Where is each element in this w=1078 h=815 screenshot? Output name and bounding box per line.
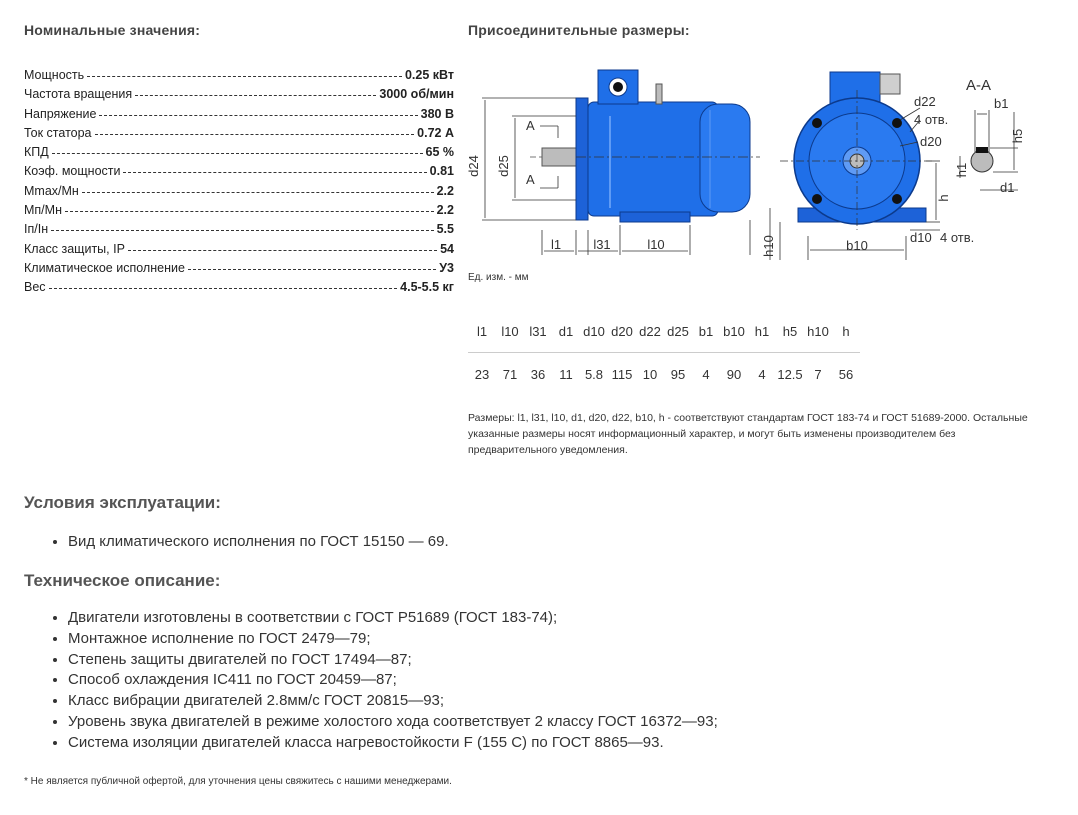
spec-label: Коэф. мощности: [24, 164, 121, 179]
footnote: * Не является публичной офертой, для уточнения цены свяжитесь с нашими менеджерами.: [24, 776, 452, 787]
table-cell: 90: [726, 366, 742, 382]
table-header-cell: h1: [748, 310, 776, 353]
spec-row: [24, 164, 454, 183]
motor-front-view: [780, 72, 935, 230]
label-h5: h5: [1010, 128, 1025, 144]
table-cell: 12.5: [777, 366, 803, 382]
table-cell: 5.8: [584, 366, 604, 382]
spec-label: Mп/Mн: [24, 203, 62, 218]
label-l31: l31: [593, 237, 611, 252]
label-b1: b1: [994, 96, 1009, 111]
leader-dots: [99, 115, 417, 116]
table-cell: 71: [502, 366, 518, 382]
operation-title: Условия эксплуатации:: [24, 493, 221, 512]
tech-title: Техническое описание:: [24, 571, 221, 590]
table-cell: 10: [642, 366, 658, 382]
nominal-values-title: Номинальные значения:: [24, 22, 201, 38]
spec-label: Климатическое исполнение: [24, 260, 185, 275]
list-item: • Степень защиты двигателей по ГОСТ 17494—87;: [68, 650, 718, 671]
section-mark-bottom: A: [526, 172, 535, 187]
table-header-cell: d1: [552, 310, 580, 353]
spec-row: [24, 222, 454, 241]
spec-label: Мощность: [24, 68, 85, 82]
label-holes-top: 4 отв.: [914, 112, 949, 127]
spec-row: [24, 261, 454, 280]
leader-dots: [65, 211, 434, 212]
table-header-cell: d25: [664, 310, 692, 353]
spec-value: 0.72 А: [417, 125, 454, 140]
table-header-cell: h10: [804, 310, 832, 353]
list-item: • Класс вибрации двигателей 2.8мм/с ГОСТ 20815—93;: [68, 691, 718, 712]
spec-value: 380 В: [420, 106, 454, 121]
label-h: h: [936, 194, 951, 202]
table-header-cell: d20: [608, 310, 636, 353]
spec-value: 5.5: [436, 222, 454, 237]
spec-label: Напряжение: [24, 106, 97, 121]
leader-dots: [135, 95, 376, 96]
leader-dots: [188, 269, 436, 270]
label-d22: d22: [914, 94, 936, 109]
unit-note: Ед. изм. - мм: [468, 272, 529, 283]
spec-row: [24, 68, 454, 87]
table-header-cell: b10: [720, 310, 748, 353]
spec-label: Класс защиты, IP: [24, 241, 125, 256]
spec-row: [24, 184, 454, 203]
table-cell: 115: [611, 366, 633, 382]
label-d1: d1: [1000, 180, 1015, 195]
leader-dots: [82, 192, 434, 193]
table-header-cell: h5: [776, 310, 804, 353]
label-h1: h1: [954, 162, 969, 178]
label-section-aa: А-А: [966, 77, 992, 94]
leader-dots: [95, 134, 415, 135]
leader-dots: [49, 288, 398, 289]
motor-side-view: [530, 70, 760, 222]
table-cell: 23: [474, 366, 490, 382]
motor-dimension-diagram: [466, 60, 1030, 265]
label-holes-bottom: 4 отв.: [940, 230, 975, 245]
leader-dots: [123, 172, 426, 173]
spec-value: 2.2: [436, 203, 454, 218]
spec-value: 3000 об/мин: [379, 87, 454, 102]
table-cell: 11: [559, 366, 573, 382]
list-item: • Вид климатического исполнения по ГОСТ 15150 — 69.: [68, 532, 449, 553]
table-cell: 95: [670, 366, 686, 382]
table-row: [468, 353, 860, 396]
table-header-row: [468, 310, 860, 353]
spec-value: У3: [439, 260, 454, 275]
leader-dots: [87, 76, 402, 77]
label-l10: l10: [647, 237, 665, 252]
tech-list: [48, 608, 718, 754]
table-cell: 4: [758, 366, 766, 382]
spec-label: Частота вращения: [24, 87, 133, 102]
label-d10: d10: [910, 230, 932, 245]
spec-row: [24, 107, 454, 126]
label-h10: h10: [761, 235, 776, 257]
section-mark-top: A: [526, 118, 535, 133]
spec-list: [24, 68, 454, 300]
spec-label: Mmax/Mн: [24, 183, 79, 198]
label-l1: l1: [550, 237, 562, 252]
spec-label: Ток статора: [24, 125, 92, 140]
spec-label: КПД: [24, 145, 49, 160]
table-header-cell: b1: [692, 310, 720, 353]
list-item: • Двигатели изготовлены в соответствии с ГОСТ Р51689 (ГОСТ 183-74);: [68, 608, 718, 629]
spec-value: 65 %: [425, 145, 454, 160]
spec-row: [24, 242, 454, 261]
leader-dots: [51, 230, 434, 231]
dimensions-title: Присоединительные размеры:: [468, 22, 690, 38]
table-header-cell: l31: [524, 310, 552, 353]
table-header-cell: l1: [468, 310, 496, 353]
spec-row: [24, 87, 454, 106]
label-d25: d25: [496, 155, 511, 177]
label-d20: d20: [920, 134, 942, 149]
leader-dots: [52, 153, 423, 154]
table-cell: 56: [838, 366, 854, 382]
table-cell: 4: [702, 366, 710, 382]
spec-value: 2.2: [436, 183, 454, 198]
table-cell: 36: [530, 366, 546, 382]
dimensions-note: Размеры: l1, l31, l10, d1, d20, d22, b10, h - соответствуют стандартам ГОСТ 183-74 и ГОСТ 51689-2000. Остальные указанные размеры носят информационный характер, и могут быть изменены производителем без предварительного уведомления.: [468, 412, 1028, 456]
spec-value: 54: [440, 241, 454, 256]
table-cell: 7: [814, 366, 822, 382]
table-header-cell: d10: [580, 310, 608, 353]
list-item: • Способ охлаждения IC411 по ГОСТ 20459—87;: [68, 670, 718, 691]
table-header-cell: h: [832, 310, 860, 353]
list-item: • Уровень звука двигателей в режиме холостого хода соответствует 2 классу ГОСТ 16372—93;: [68, 712, 718, 733]
spec-row: [24, 203, 454, 222]
table-header-cell: d22: [636, 310, 664, 353]
shaft-section: [971, 147, 993, 172]
spec-label: Iп/Iн: [24, 222, 49, 237]
leader-dots: [128, 250, 437, 251]
spec-row: [24, 145, 454, 164]
dimensions-table: [468, 310, 860, 395]
spec-row: [24, 280, 454, 299]
spec-label: Вес: [24, 280, 46, 295]
spec-value: 4.5-5.5 кг: [400, 280, 454, 295]
table-header-cell: l10: [496, 310, 524, 353]
label-d24: d24: [466, 155, 481, 177]
operation-list: [48, 532, 449, 553]
spec-value: 0.81: [429, 164, 454, 179]
list-item: • Монтажное исполнение по ГОСТ 2479—79;: [68, 629, 718, 650]
list-item: • Система изоляции двигателей класса нагревостойкости F (155 С) по ГОСТ 8865—93.: [68, 733, 718, 754]
label-b10: b10: [846, 238, 868, 253]
spec-row: [24, 126, 454, 145]
spec-value: 0.25 кВт: [404, 68, 454, 82]
